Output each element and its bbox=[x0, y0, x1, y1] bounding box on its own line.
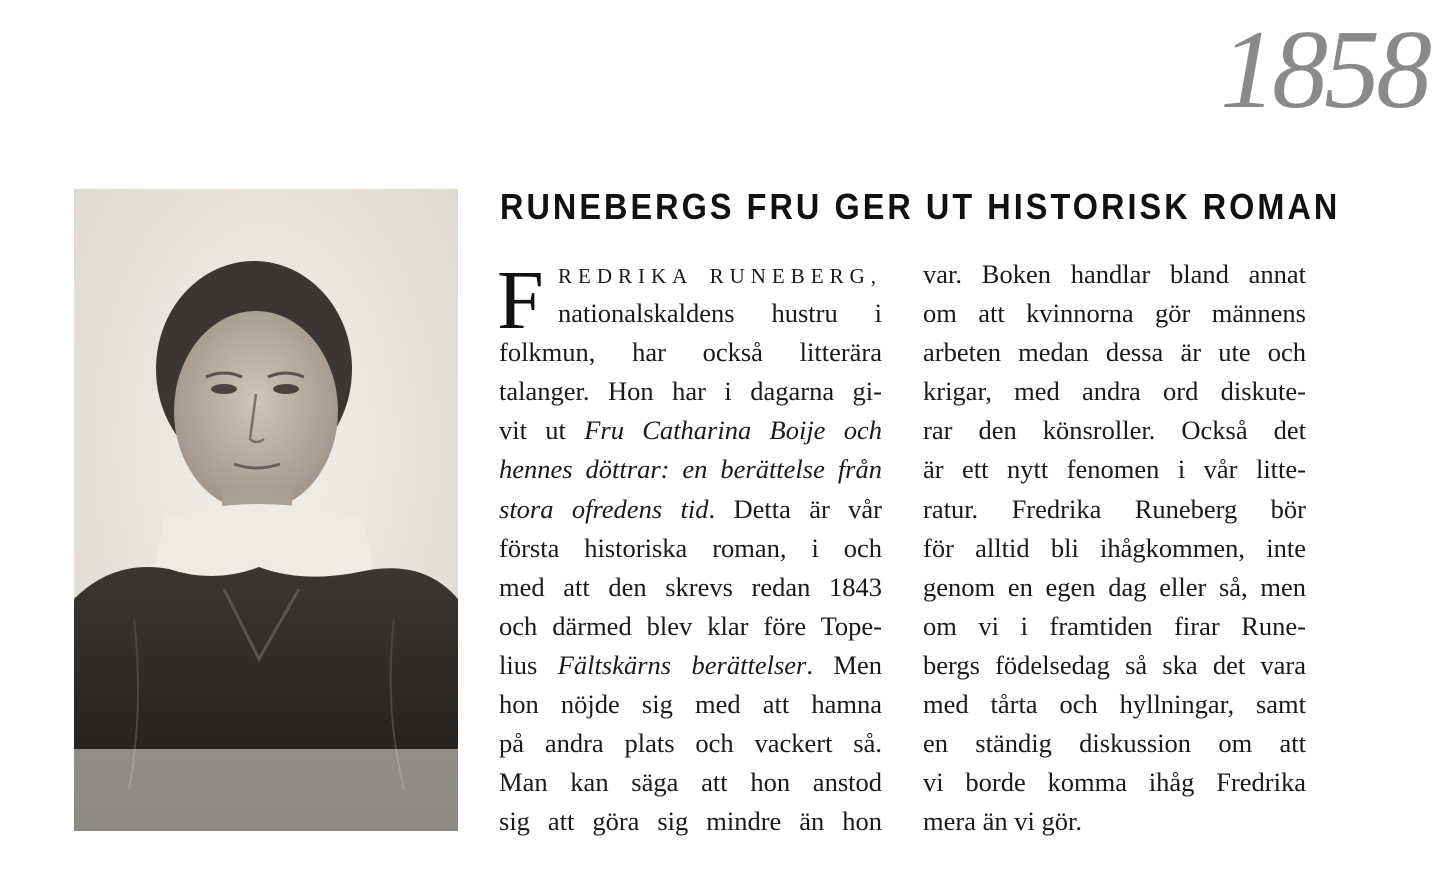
text-line: vi borde komma ihåg Fredrika bbox=[923, 767, 1306, 798]
text-line: stora ofredens tid. Detta är vår bbox=[499, 493, 882, 524]
article-column-2 bbox=[923, 255, 1306, 841]
text-line: arbeten medan dessa är ute och bbox=[923, 337, 1306, 368]
text-line: med tårta och hyllningar, samt bbox=[923, 689, 1306, 720]
article-headline: RUNEBERGS FRU GER UT HISTORISK ROMAN bbox=[500, 186, 1341, 227]
portrait-illustration bbox=[74, 189, 458, 831]
drop-cap: F bbox=[497, 254, 544, 347]
text-line: om vi i framtiden firar Rune- bbox=[923, 610, 1306, 641]
text-line: genom en egen dag eller så, men bbox=[923, 571, 1306, 602]
text-line: rar den könsroller. Också det bbox=[923, 415, 1306, 446]
text-line: var. Boken handlar bland annat bbox=[923, 259, 1306, 289]
text-line: är ett nytt fenomen i vår litte- bbox=[923, 454, 1306, 485]
text-line: vit ut Fru Catharina Boije och bbox=[499, 415, 883, 446]
text-line: lius Fältskärns berättelser. Men bbox=[499, 649, 882, 680]
text-line: krigar, med andra ord diskute- bbox=[923, 376, 1306, 407]
text-line: med att den skrevs redan 1843 bbox=[499, 571, 882, 602]
text-line: mera än vi gör. bbox=[923, 806, 1082, 837]
text-line: talanger. Hon har i dagarna gi- bbox=[499, 376, 882, 407]
text-line: nationalskaldens hustru i bbox=[558, 298, 882, 329]
text-line: folkmun, har också litterära bbox=[499, 337, 882, 368]
text-line: för alltid bli ihågkommen, inte bbox=[923, 532, 1306, 563]
text-line: bergs födelsedag så ska det vara bbox=[923, 649, 1306, 680]
portrait-photo bbox=[74, 189, 458, 831]
text-line: hennes döttrar: en berättelse från bbox=[499, 454, 882, 485]
text-line: på andra plats och vackert så. bbox=[499, 728, 882, 759]
text-line: första historiska roman, i och bbox=[499, 532, 882, 563]
year-heading: 1858 bbox=[1220, 8, 1428, 132]
text-line: en ständig diskussion om att bbox=[923, 728, 1306, 759]
text-line: Man kan säga att hon anstod bbox=[499, 767, 882, 798]
text-line: och därmed blev klar före Tope- bbox=[499, 610, 882, 641]
text-line: ratur. Fredrika Runeberg bör bbox=[923, 493, 1306, 524]
text-line: hon nöjde sig med att hamna bbox=[499, 689, 882, 720]
text-line: REDRIKA RUNEBERG, bbox=[558, 264, 882, 288]
article-column-1 bbox=[499, 255, 882, 841]
text-line: sig att göra sig mindre än hon bbox=[499, 806, 882, 837]
text-line: om att kvinnorna gör männens bbox=[923, 298, 1306, 329]
